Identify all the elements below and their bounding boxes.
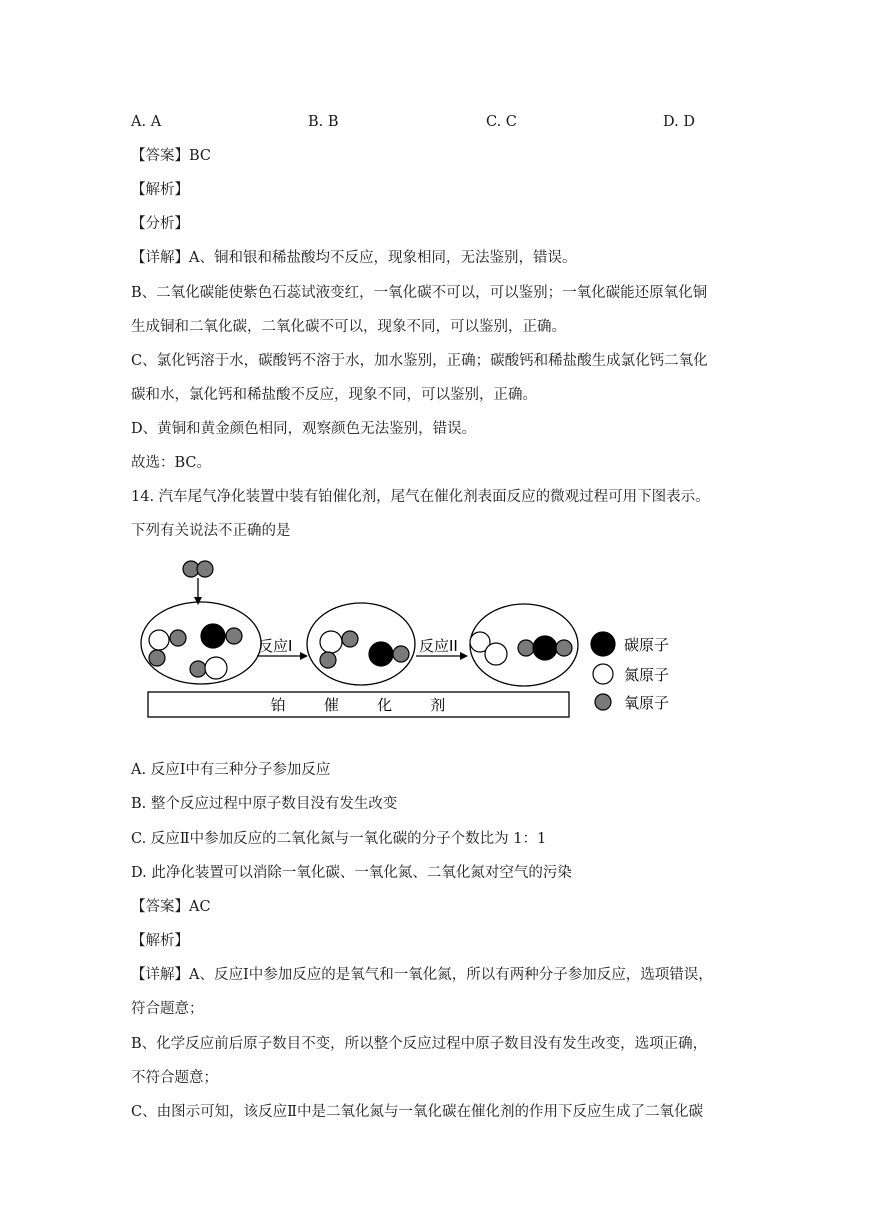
legend xyxy=(591,632,669,712)
oxygen-atom xyxy=(393,646,409,662)
legend-carbon-swatch xyxy=(591,632,615,656)
prev-option-d: D. D xyxy=(663,114,695,130)
question-answer-label: 【答案】 xyxy=(131,899,189,915)
question-stem-line-2: 下列有关说法不正确的是 xyxy=(131,523,291,539)
question-option-d: D. 此净化装置可以消除一氧化碳、一氧化氮、二氧化氮对空气的污染 xyxy=(131,865,572,881)
oxygen-atom xyxy=(342,631,358,647)
oxygen-atom xyxy=(226,628,242,644)
prev-analysis-label: 【解析】 xyxy=(131,182,189,198)
oxygen-atom xyxy=(518,640,534,656)
stage2-molecules xyxy=(320,631,409,668)
question-option-b: B. 整个反应过程中原子数目没有发生改变 xyxy=(131,796,398,812)
nitrogen-atom xyxy=(149,630,169,650)
legend-oxygen-label: 氧原子 xyxy=(624,694,670,712)
question-detail-line-2: 符合题意； xyxy=(131,1001,204,1017)
reaction-diagram xyxy=(140,556,690,722)
question-analysis-label: 【解析】 xyxy=(131,933,189,949)
oxygen-atom xyxy=(197,561,213,577)
nitrogen-atom xyxy=(485,643,507,665)
oxygen-atom xyxy=(320,652,336,668)
oxygen-molecule-input xyxy=(183,561,213,577)
carbon-atom xyxy=(533,636,557,660)
catalyst-label: 铂 催 化 剂 xyxy=(270,696,446,714)
prev-detail-line-4: C、氯化钙溶于水，碳酸钙不溶于水，加水鉴别，正确；碳酸钙和稀盐酸生成氯化钙二氧化 xyxy=(131,353,708,369)
question-detail-line-3: B、化学反应前后原子数目不变，所以整个反应过程中原子数目没有发生改变，选项正确， xyxy=(131,1036,708,1052)
input-arrow-head xyxy=(194,597,202,605)
prev-answer-value: BC xyxy=(189,148,212,164)
oxygen-atom xyxy=(556,640,572,656)
question-answer-value: AC xyxy=(189,899,211,915)
question-answer xyxy=(131,897,211,917)
oxygen-atom xyxy=(190,661,206,677)
oxygen-atom xyxy=(170,630,186,646)
reaction-2-arrow-head xyxy=(460,652,468,660)
prev-answer-label: 【答案】 xyxy=(131,148,189,164)
question-detail-line-1: 【详解】A、反应Ⅰ中参加反应的是氧气和一氧化氮，所以有两种分子参加反应，选项错误， xyxy=(131,967,713,983)
prev-options-row xyxy=(0,112,869,132)
prev-detail-line-1: 【详解】A、铜和银和稀盐酸均不反应，现象相同，无法鉴别，错误。 xyxy=(131,250,577,266)
stage3-molecules xyxy=(470,632,572,665)
reaction-1-arrow-head xyxy=(300,652,308,660)
carbon-atom xyxy=(201,624,225,648)
reaction-1-label: 反应I xyxy=(258,637,293,655)
question-option-c: C. 反应Ⅱ中参加反应的二氧化氮与一氧化碳的分子个数比为 1：1 xyxy=(131,831,547,847)
stage1-molecules xyxy=(149,624,242,679)
prev-detail-line-6: D、黄铜和黄金颜色相同，观察颜色无法鉴别，错误。 xyxy=(131,421,477,437)
prev-detail-line-3: 生成铜和二氧化碳，二氧化碳不可以，现象不同，可以鉴别，正确。 xyxy=(131,319,566,335)
prev-conclusion: 故选：BC。 xyxy=(131,455,212,471)
prev-option-b: B. B xyxy=(308,114,339,130)
reaction-2-label: 反应II xyxy=(419,637,458,655)
question-detail-line-5: C、由图示可知，该反应Ⅱ中是二氧化氮与一氧化碳在催化剂的作用下反应生成了二氧化碳 xyxy=(131,1104,703,1120)
question-stem-line-1: 14. 汽车尾气净化装置中装有铂催化剂，尾气在催化剂表面反应的微观过程可用下图表示。 xyxy=(131,489,710,505)
prev-option-a: A. A xyxy=(131,114,162,130)
oxygen-atom xyxy=(149,650,165,666)
prev-detail-line-5: 碳和水，氯化钙和稀盐酸不反应，现象不同，可以鉴别，正确。 xyxy=(131,387,537,403)
prev-answer xyxy=(131,146,211,166)
legend-nitrogen-label: 氮原子 xyxy=(624,666,670,684)
prev-fenxi-label: 【分析】 xyxy=(131,216,189,232)
nitrogen-atom xyxy=(205,657,227,679)
prev-detail-line-2: B、二氧化碳能使紫色石蕊试液变红，一氧化碳不可以，可以鉴别；一氧化碳能还原氧化铜 xyxy=(131,285,708,301)
legend-nitrogen-swatch xyxy=(593,664,613,684)
carbon-atom xyxy=(369,642,393,666)
prev-option-c: C. C xyxy=(486,114,517,130)
legend-carbon-label: 碳原子 xyxy=(624,636,670,654)
question-detail-line-4: 不符合题意； xyxy=(131,1070,218,1086)
nitrogen-atom xyxy=(320,631,342,653)
question-option-a: A. 反应Ⅰ中有三种分子参加反应 xyxy=(131,762,331,778)
legend-oxygen-swatch xyxy=(595,694,611,710)
